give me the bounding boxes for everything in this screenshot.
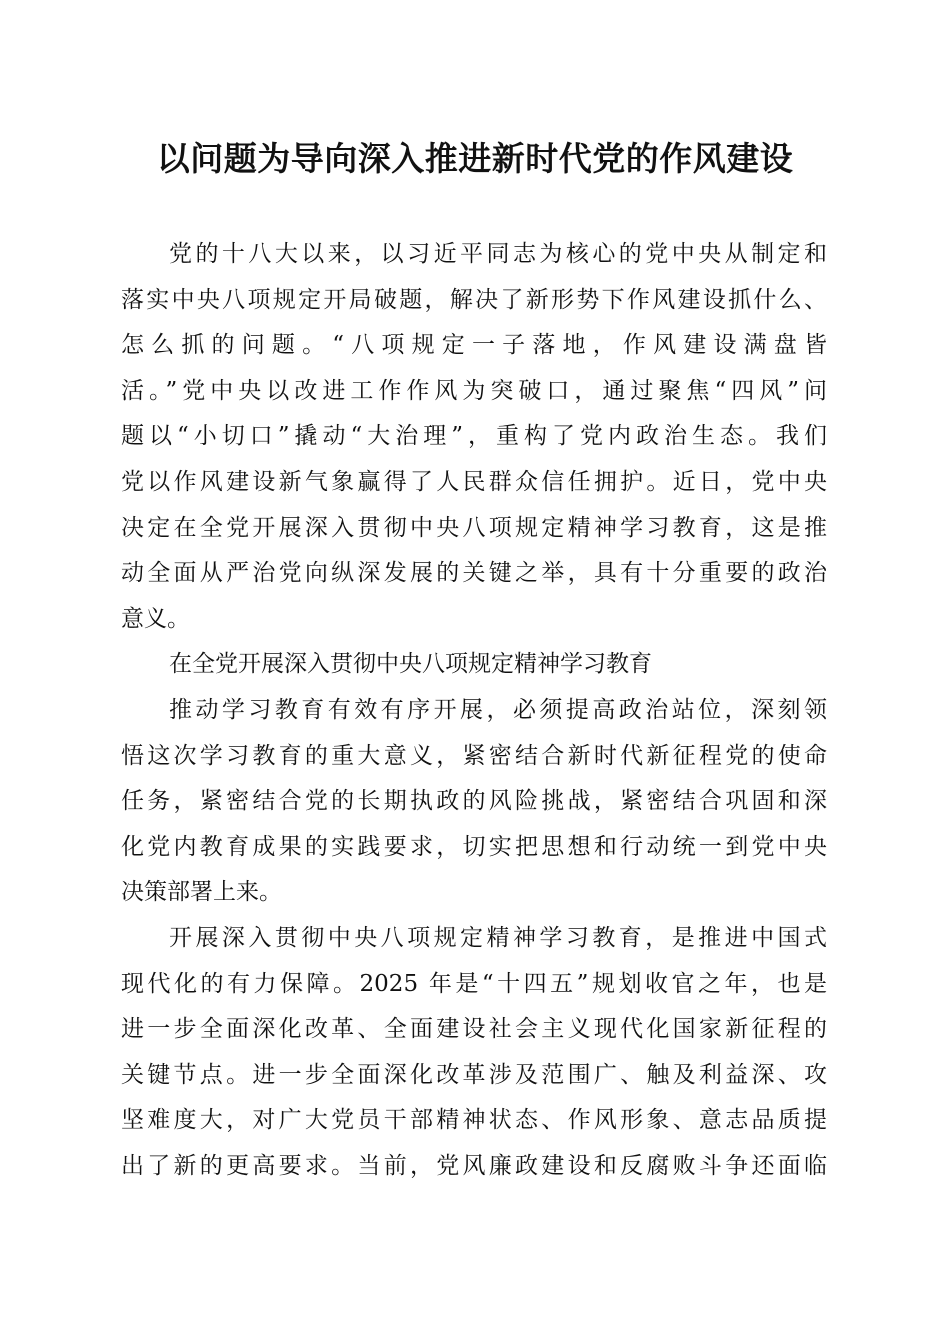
text-line: 怎么抓的问题。“八项规定一子落地，作风建设满盘皆: [121, 332, 827, 359]
text-line: 决定在全党开展深入贯彻中央八项规定精神学习教育，这是推: [121, 514, 827, 541]
text-line: 开展深入贯彻中央八项规定精神学习教育，是推进中国式: [169, 924, 827, 951]
paragraph-modernization: [121, 916, 827, 1190]
text-line: 任务，紧密结合党的长期执政的风险挑战，紧密结合巩固和深: [121, 788, 827, 815]
document-body: [121, 232, 827, 1189]
text-line: 现代化的有力保障。2025 年是“十四五”规划收官之年，也是: [121, 970, 827, 997]
paragraph-study: [121, 688, 827, 916]
text-line: 悟这次学习教育的重大意义，紧密结合新时代新征程党的使命: [121, 742, 827, 769]
text-line: 推动学习教育有效有序开展，必须提高政治站位，深刻领: [169, 696, 827, 723]
text-line: 活。”党中央以改进工作作风为突破口，通过聚焦“四风”问: [121, 377, 827, 404]
text-line: 进一步全面深化改革、全面建设社会主义现代化国家新征程的: [121, 1016, 827, 1043]
document-title: 以问题为导向深入推进新时代党的作风建设: [156, 139, 794, 178]
text-line: 落实中央八项规定开局破题，解决了新形势下作风建设抓什么、: [121, 286, 827, 313]
text-line: 关键节点。进一步全面深化改革涉及范围广、触及利益深、攻: [121, 1061, 827, 1088]
text-line: 化党内教育成果的实践要求，切实把思想和行动统一到党中央: [121, 833, 827, 860]
text-line: 题以“小切口”撬动“大治理”，重构了党内政治生态。我们: [121, 423, 827, 450]
text-line: 意义。: [121, 605, 190, 632]
section-heading-text: 在全党开展深入贯彻中央八项规定精神学习教育: [169, 651, 652, 678]
text-line: 党的十八大以来，以习近平同志为核心的党中央从制定和: [169, 241, 827, 267]
text-line: 决策部署上来。: [121, 879, 282, 906]
text-line: 出了新的更高要求。当前，党风廉政建设和反腐败斗争还面临: [121, 1152, 827, 1179]
section-heading: [121, 642, 827, 688]
text-line: 党以作风建设新气象赢得了人民群众信任拥护。近日，党中央: [121, 468, 827, 495]
text-line: 坚难度大，对广大党员干部精神状态、作风形象、意志品质提: [121, 1107, 827, 1134]
paragraph-intro: [121, 232, 827, 642]
text-line: 动全面从严治党向纵深发展的关键之举，具有十分重要的政治: [121, 560, 827, 587]
